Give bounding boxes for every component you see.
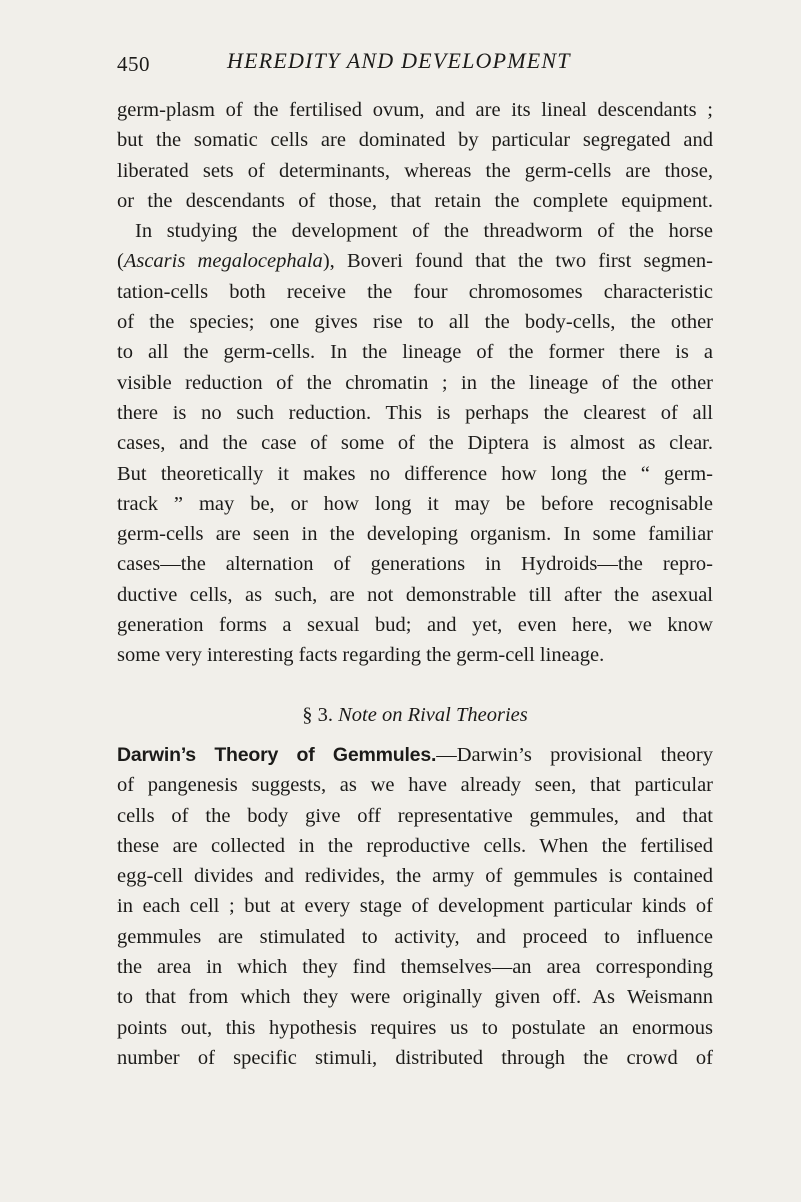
text-line: the area in which they find themselves—an area corresponding bbox=[117, 956, 713, 979]
paragraph-continued bbox=[117, 95, 713, 216]
text-line: tation-cells both receive the four chromosomes characteristic bbox=[117, 280, 713, 303]
text-line: cases, and the case of some of the Diptera is almost as clear. bbox=[117, 432, 713, 455]
text-line: germ-plasm of the fertilised ovum, and are its lineal descendants ; bbox=[117, 99, 713, 121]
text-line: but the somatic cells are dominated by particular segregated and bbox=[117, 129, 713, 152]
text-run: —Darwin’s provisional theory bbox=[436, 744, 714, 766]
section-number: § 3. bbox=[302, 704, 333, 726]
text-line: liberated sets of determinants, whereas the germ-cells are those, bbox=[117, 159, 713, 182]
section-heading bbox=[117, 704, 713, 727]
text-line: in each cell ; but at every stage of development particular kinds of bbox=[117, 895, 713, 918]
text-line: there is no such reduction. This is perhaps the clearest of all bbox=[117, 401, 713, 424]
text-line: to all the germ-cells. In the lineage of the former there is a bbox=[117, 341, 713, 364]
text-line: or the descendants of those, that retain the complete equipment. bbox=[117, 189, 713, 212]
text-line: some very interesting facts regarding the germ-cell lineage. bbox=[117, 644, 605, 667]
text-line: cells of the body give off representative gemmules, and that bbox=[117, 804, 713, 827]
text-line: track ” may be, or how long it may be before recognisable bbox=[117, 492, 713, 515]
text-run: ), Boveri found that the two first segmen- bbox=[322, 250, 714, 273]
section-title: Note on Rival Theories bbox=[338, 704, 528, 726]
gemmules-text-block bbox=[117, 740, 713, 1073]
text-line bbox=[117, 246, 713, 276]
text-line: of the species; one gives rise to all the body-cells, the other bbox=[117, 311, 713, 334]
text-line bbox=[117, 740, 713, 770]
text-line: of pangenesis suggests, as we have already seen, that particular bbox=[117, 774, 713, 797]
text-line: egg-cell divides and redivides, the army of gemmules is contained bbox=[117, 865, 713, 888]
text-line: But theoretically it makes no difference how long the “ germ- bbox=[117, 462, 713, 485]
text-line: generation forms a sexual bud; and yet, even here, we know bbox=[117, 614, 713, 637]
text-line: these are collected in the reproductive cells. When the fertilised bbox=[117, 834, 713, 857]
page-header bbox=[117, 46, 637, 86]
main-text-block bbox=[117, 95, 713, 671]
running-head: HEREDITY AND DEVELOPMENT bbox=[227, 48, 571, 73]
page-number: 450 bbox=[117, 52, 150, 76]
text-line: points out, this hypothesis requires us to postulate an enormous bbox=[117, 1016, 713, 1039]
text-line: cases—the alternation of generations in Hydroids—the repro- bbox=[117, 553, 713, 576]
paragraph-boveri bbox=[117, 216, 713, 670]
paragraph-gemmules bbox=[117, 740, 713, 1073]
text-line: visible reduction of the chromatin ; in the lineage of the other bbox=[117, 371, 713, 394]
paren-open: ( bbox=[117, 250, 124, 273]
text-line: to that from which they were originally given off. As Weismann bbox=[117, 986, 713, 1009]
text-line: ductive cells, as such, are not demonstrable till after the asexual bbox=[117, 583, 713, 606]
text-line: gemmules are stimulated to activity, and proceed to influence bbox=[117, 925, 713, 948]
text-line: germ-cells are seen in the developing organism. In some familiar bbox=[117, 523, 713, 546]
species-name: Ascaris megalocephala bbox=[123, 250, 323, 273]
run-in-heading: Darwin’s Theory of Gemmules. bbox=[117, 744, 437, 766]
text-line: number of specific stimuli, distributed through the crowd of bbox=[117, 1046, 713, 1069]
text-line: In studying the development of the threadworm of the horse bbox=[135, 220, 713, 243]
